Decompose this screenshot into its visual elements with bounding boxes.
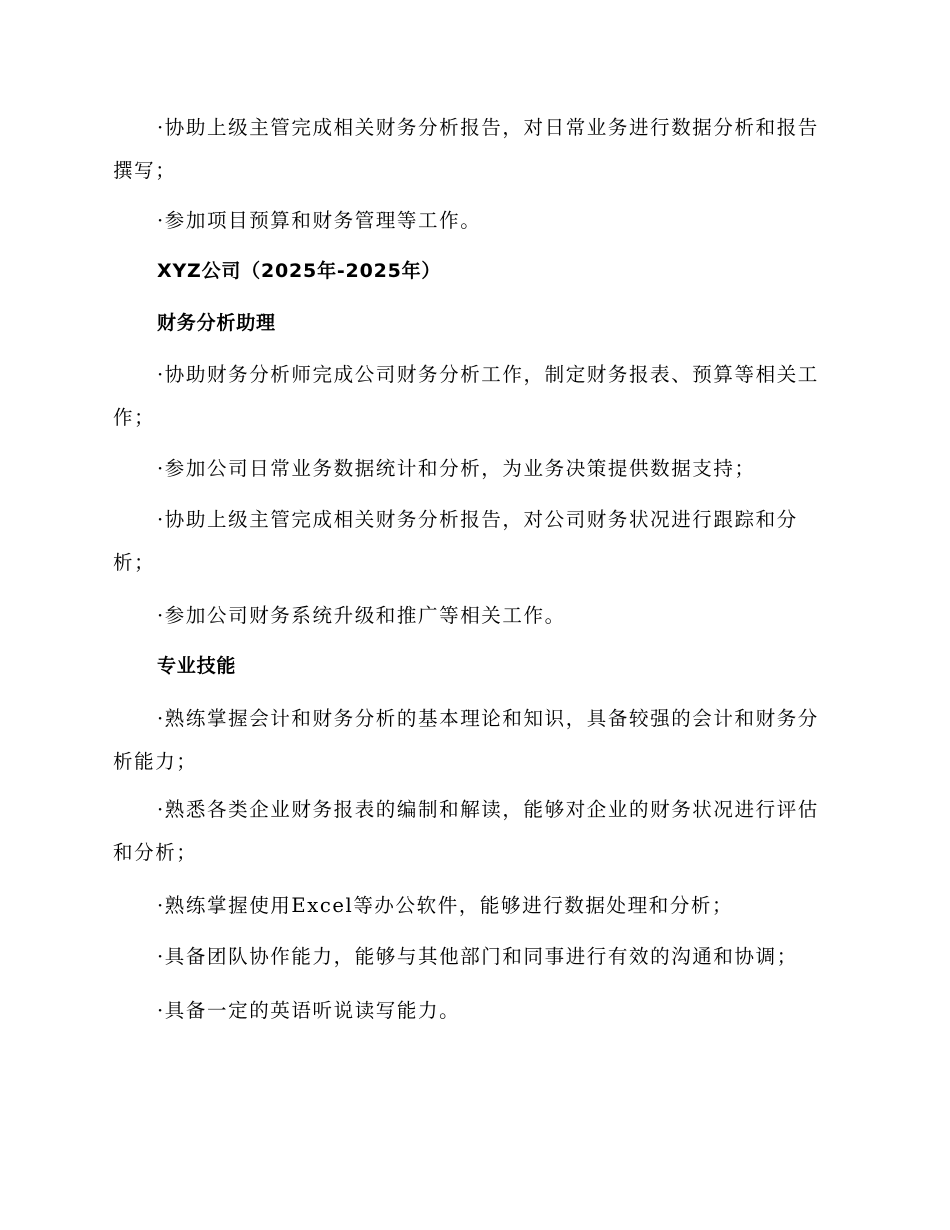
- bullet-item: ·协助财务分析师完成公司财务分析工作，制定财务报表、预算等相关工作；: [113, 363, 819, 429]
- bullet-item: ·熟悉各类企业财务报表的编制和解读，能够对企业的财务状况进行评估和分析；: [113, 798, 819, 864]
- bullet-item: ·具备一定的英语听说读写能力。: [157, 999, 461, 1022]
- bullet-item: ·具备团队协作能力，能够与其他部门和同事进行有效的沟通和协调；: [157, 945, 798, 968]
- bullet-item: ·协助上级主管完成相关财务分析报告，对日常业务进行数据分析和报告撰写；: [113, 116, 819, 182]
- bullet-item: ·参加公司财务系统升级和推广等相关工作。: [157, 604, 566, 627]
- bullet-item: ·参加项目预算和财务管理等工作。: [157, 209, 482, 232]
- bullet-item: ·协助上级主管完成相关财务分析报告，对公司财务状况进行跟踪和分析；: [113, 508, 798, 574]
- bullet-item: ·熟练掌握会计和财务分析的基本理论和知识，具备较强的会计和财务分析能力；: [113, 707, 819, 773]
- skills-heading: 专业技能: [157, 655, 237, 677]
- position-heading: 财务分析助理: [157, 312, 276, 334]
- bullet-item: ·参加公司日常业务数据统计和分析，为业务决策提供数据支持；: [157, 457, 756, 480]
- company-heading: XYZ公司（2025年-2025年）: [157, 260, 442, 282]
- bullet-item: ·熟练掌握使用Excel等办公软件，能够进行数据处理和分析；: [157, 894, 734, 917]
